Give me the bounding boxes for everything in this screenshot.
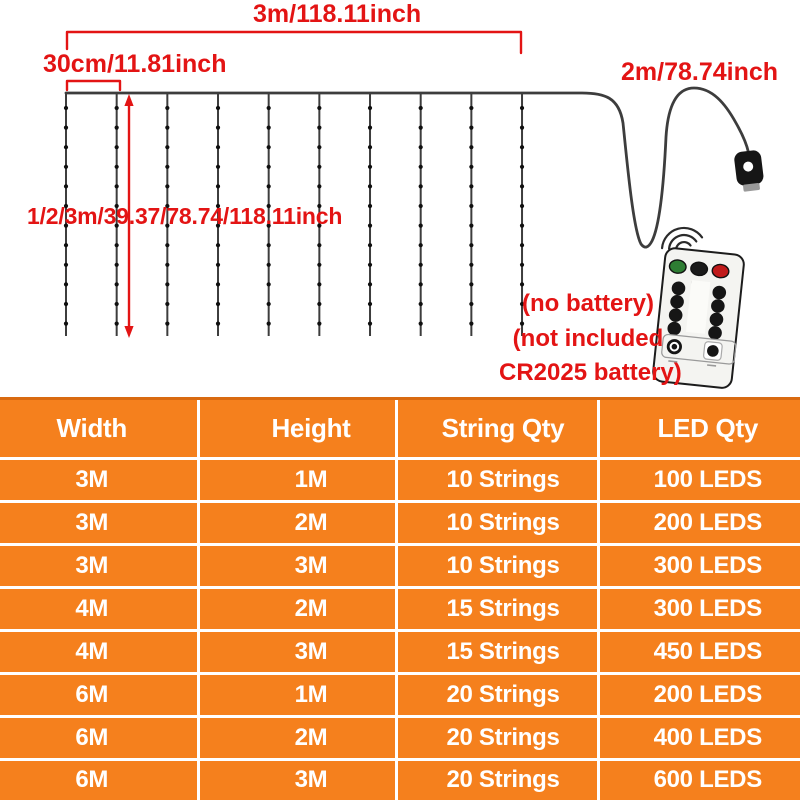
table-body [0, 459, 800, 800]
led-bulb [165, 263, 169, 267]
led-bulb [419, 224, 423, 228]
led-bulb [520, 263, 524, 267]
led-bulb [216, 243, 220, 247]
spec-cell: 2M [198, 587, 396, 630]
led-bulb [469, 126, 473, 130]
led-bulb [368, 322, 372, 326]
led-bulb [216, 106, 220, 110]
drop-heights-label: 1/2/3m/39.37/78.74/118.11inch [27, 203, 343, 229]
led-bulb [64, 165, 68, 169]
led-bulb [165, 322, 169, 326]
led-bulb [419, 263, 423, 267]
led-bulb [368, 184, 372, 188]
top-width-label: 3m/118.11inch [253, 0, 422, 28]
spec-cell: 400 LEDS [598, 716, 800, 759]
led-bulb [469, 243, 473, 247]
spec-cell: 2M [198, 716, 396, 759]
led-bulb [469, 106, 473, 110]
spec-cell: 300 LEDS [598, 587, 800, 630]
led-bulb [115, 302, 119, 306]
led-bulb [520, 145, 524, 149]
led-bulb [317, 322, 321, 326]
spec-cell: 4M [0, 630, 198, 673]
led-bulb [64, 322, 68, 326]
led-bulb [64, 302, 68, 306]
spec-cell: 200 LEDS [598, 501, 800, 544]
led-bulb [165, 282, 169, 286]
led-bulb [64, 184, 68, 188]
led-bulb [64, 243, 68, 247]
led-bulb [368, 126, 372, 130]
led-bulb [469, 165, 473, 169]
led-bulb [267, 302, 271, 306]
led-bulb [368, 165, 372, 169]
spec-row [0, 630, 800, 673]
led-bulb [520, 282, 524, 286]
spec-cell: 6M [0, 673, 198, 716]
led-bulb [165, 126, 169, 130]
led-bulb [469, 302, 473, 306]
spec-cell: 15 Strings [396, 587, 598, 630]
spec-cell: 1M [198, 459, 396, 502]
led-bulb [469, 204, 473, 208]
spec-row [0, 716, 800, 759]
led-bulb [419, 106, 423, 110]
spec-table-section [0, 397, 800, 800]
spec-cell: 3M [0, 459, 198, 502]
led-bulb [317, 243, 321, 247]
led-bulb [216, 126, 220, 130]
led-bulb [115, 243, 119, 247]
spec-cell: 3M [0, 501, 198, 544]
led-bulb [317, 263, 321, 267]
led-bulb [317, 184, 321, 188]
spec-cell: 6M [0, 759, 198, 800]
spec-cell: 10 Strings [396, 501, 598, 544]
battery-note-line3: CR2025 battery) [499, 359, 682, 386]
led-bulb [216, 263, 220, 267]
led-bulb [419, 126, 423, 130]
spec-cell: 100 LEDS [598, 459, 800, 502]
led-bulb [368, 224, 372, 228]
led-bulb [317, 302, 321, 306]
spec-table [0, 400, 800, 800]
led-bulb [216, 302, 220, 306]
led-bulb [419, 282, 423, 286]
led-bulb [317, 282, 321, 286]
led-bulb [267, 106, 271, 110]
led-bulb [64, 106, 68, 110]
led-bulb [267, 263, 271, 267]
led-bulb [267, 243, 271, 247]
led-bulb [115, 184, 119, 188]
spec-cell: 3M [198, 544, 396, 587]
spec-cell: 3M [198, 759, 396, 800]
led-bulb [469, 282, 473, 286]
table-header-row [0, 400, 800, 459]
led-bulb [267, 322, 271, 326]
spec-row [0, 673, 800, 716]
led-bulb [115, 263, 119, 267]
led-bulb [469, 184, 473, 188]
led-bulb [267, 184, 271, 188]
spec-row [0, 759, 800, 800]
spec-cell: 6M [0, 716, 198, 759]
led-bulb [165, 106, 169, 110]
led-bulb [368, 106, 372, 110]
spec-row [0, 544, 800, 587]
spec-cell: 10 Strings [396, 459, 598, 502]
spec-cell: 1M [198, 673, 396, 716]
led-bulb [317, 165, 321, 169]
spec-cell: 3M [198, 630, 396, 673]
led-bulb [520, 184, 524, 188]
led-bulb [216, 165, 220, 169]
led-bulb [165, 243, 169, 247]
curtain-diagram-section [0, 0, 800, 397]
spec-row [0, 459, 800, 502]
led-bulb [368, 145, 372, 149]
spec-cell: 20 Strings [396, 716, 598, 759]
spec-row [0, 501, 800, 544]
led-bulb [317, 145, 321, 149]
led-bulb [419, 204, 423, 208]
spec-cell: 300 LEDS [598, 544, 800, 587]
led-bulb [267, 282, 271, 286]
led-bulb [115, 126, 119, 130]
led-bulb [317, 126, 321, 130]
spec-cell: 20 Strings [396, 673, 598, 716]
led-bulb [469, 224, 473, 228]
spec-cell: 600 LEDS [598, 759, 800, 800]
led-bulb [317, 106, 321, 110]
column-header: Width [0, 400, 198, 459]
led-bulb [520, 224, 524, 228]
led-bulb [267, 165, 271, 169]
spec-cell: 200 LEDS [598, 673, 800, 716]
led-bulb [520, 243, 524, 247]
spec-cell: 10 Strings [396, 544, 598, 587]
led-bulb [368, 282, 372, 286]
led-bulb [419, 145, 423, 149]
led-bulb [469, 263, 473, 267]
led-bulb [115, 145, 119, 149]
led-bulb [216, 322, 220, 326]
led-bulb [419, 322, 423, 326]
led-bulb [115, 106, 119, 110]
led-bulb [165, 145, 169, 149]
led-bulb [469, 322, 473, 326]
led-bulb [520, 106, 524, 110]
led-bulb [64, 145, 68, 149]
led-bulb [419, 243, 423, 247]
led-bulb [64, 282, 68, 286]
battery-note-line2: (not included [512, 324, 664, 352]
usb-plug-icon [733, 149, 765, 192]
spec-cell: 20 Strings [396, 759, 598, 800]
led-bulb [368, 243, 372, 247]
led-bulb [267, 145, 271, 149]
spec-cell: 3M [0, 544, 198, 587]
led-bulb [419, 165, 423, 169]
battery-note-line1: (no battery) [522, 290, 654, 317]
led-bulb [165, 302, 169, 306]
spacing-bracket [67, 81, 120, 90]
led-bulb [419, 184, 423, 188]
led-bulb [267, 126, 271, 130]
led-bulb [216, 282, 220, 286]
led-bulb [64, 126, 68, 130]
led-bulb [520, 204, 524, 208]
spec-cell: 450 LEDS [598, 630, 800, 673]
led-bulb [216, 145, 220, 149]
column-header: Height [198, 400, 396, 459]
led-bulb [115, 165, 119, 169]
led-bulb [368, 263, 372, 267]
led-bulb [419, 302, 423, 306]
string-spacing-label: 30cm/11.81inch [43, 50, 227, 78]
spec-cell: 15 Strings [396, 630, 598, 673]
led-bulb [368, 302, 372, 306]
lead-cable-label: 2m/78.74inch [621, 58, 779, 86]
led-bulb [64, 263, 68, 267]
column-header: String Qty [396, 400, 598, 459]
led-bulb [165, 184, 169, 188]
led-bulb [368, 204, 372, 208]
led-bulb [115, 322, 119, 326]
led-bulb [520, 126, 524, 130]
battery-note [499, 287, 682, 391]
led-bulb [165, 165, 169, 169]
led-bulb [469, 145, 473, 149]
led-bulb [520, 165, 524, 169]
led-bulb [115, 282, 119, 286]
spec-row [0, 587, 800, 630]
spec-cell: 4M [0, 587, 198, 630]
led-bulb [216, 184, 220, 188]
spec-cell: 2M [198, 501, 396, 544]
column-header: LED Qty [598, 400, 800, 459]
